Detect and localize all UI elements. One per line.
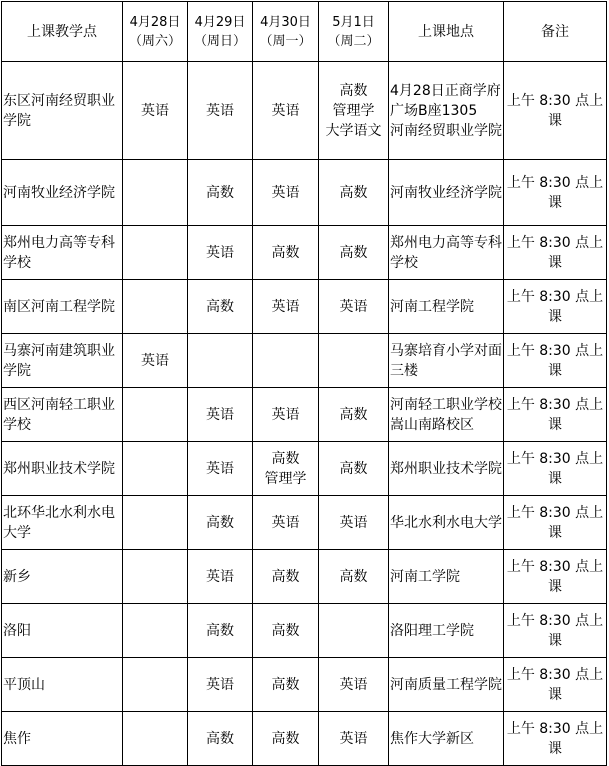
apr29-subject-cell: 英语: [188, 550, 253, 604]
header-date-apr30-weekday: （周一）: [259, 33, 312, 49]
may1-subject-cell: 高数: [319, 388, 389, 442]
header-location: 上课教学点: [2, 2, 123, 62]
schedule-body: [2, 62, 607, 766]
header-venue: 上课地点: [389, 2, 504, 62]
note-cell: 上午 8:30 点上课: [504, 388, 607, 442]
header-date-apr28-weekday: （周六）: [128, 33, 181, 49]
note-cell: 上午 8:30 点上课: [504, 496, 607, 550]
location-cell: 北环华北水利水电大学: [2, 496, 123, 550]
may1-subject-cell: 高数: [319, 442, 389, 496]
location-cell: 平顶山: [2, 658, 123, 712]
table-row: [2, 62, 607, 160]
may1-subject-cell: 英语: [319, 658, 389, 712]
header-date-apr28: [123, 2, 188, 62]
apr29-subject-cell: 英语: [188, 442, 253, 496]
table-row: [2, 550, 607, 604]
venue-cell-line: 河南经贸职业学院: [390, 122, 502, 139]
apr30-subject-cell: 高数: [253, 712, 319, 766]
table-row: [2, 280, 607, 334]
may1-subject-cell-line: 大学语文: [325, 122, 382, 139]
may1-subject-cell: [319, 604, 389, 658]
may1-subject-cell: 英语: [319, 496, 389, 550]
apr28-subject-cell: 英语: [123, 334, 188, 388]
apr28-subject-cell: [123, 280, 188, 334]
venue-cell: 郑州电力高等专科学校: [389, 226, 504, 280]
venue-cell: 河南轻工职业学校嵩山南路校区: [389, 388, 504, 442]
note-cell: 上午 8:30 点上课: [504, 280, 607, 334]
table-row: [2, 442, 607, 496]
header-date-apr28-date: 4月28日: [129, 14, 181, 30]
header-date-may1: [319, 2, 389, 62]
venue-cell: [389, 62, 504, 160]
venue-cell: 河南牧业经济学院: [389, 160, 504, 226]
may1-subject-cell: [319, 334, 389, 388]
location-cell: 西区河南轻工职业学校: [2, 388, 123, 442]
table-row: [2, 496, 607, 550]
apr28-subject-cell: [123, 160, 188, 226]
apr29-subject-cell: [188, 334, 253, 388]
note-cell: 上午 8:30 点上课: [504, 62, 607, 160]
may1-subject-cell: 英语: [319, 712, 389, 766]
location-cell: 郑州职业技术学院: [2, 442, 123, 496]
note-cell: 上午 8:30 点上课: [504, 658, 607, 712]
apr29-subject-cell: 高数: [188, 604, 253, 658]
table-row: [2, 658, 607, 712]
apr30-subject-cell-line: 高数: [271, 450, 300, 467]
venue-cell: 郑州职业技术学院: [389, 442, 504, 496]
apr28-subject-cell: [123, 604, 188, 658]
apr29-subject-cell: 英语: [188, 226, 253, 280]
may1-subject-cell: 高数: [319, 550, 389, 604]
venue-cell: 华北水利水电大学: [389, 496, 504, 550]
apr30-subject-cell: 英语: [253, 160, 319, 226]
header-date-apr29-weekday: （周日）: [193, 33, 246, 49]
may1-subject-cell-line: 高数: [339, 82, 368, 99]
apr29-subject-cell: 高数: [188, 160, 253, 226]
course-schedule-table: [1, 1, 607, 766]
location-cell: 马寨河南建筑职业学院: [2, 334, 123, 388]
header-date-apr29-date: 4月29日: [194, 14, 246, 30]
apr30-subject-cell: [253, 442, 319, 496]
table-row: [2, 160, 607, 226]
header-row: [2, 2, 607, 62]
apr28-subject-cell: [123, 658, 188, 712]
apr30-subject-cell: [253, 334, 319, 388]
apr29-subject-cell: 高数: [188, 496, 253, 550]
apr29-subject-cell: 英语: [188, 388, 253, 442]
apr30-subject-cell: 高数: [253, 226, 319, 280]
may1-subject-cell: 高数: [319, 160, 389, 226]
may1-subject-cell-line: 管理学: [332, 102, 375, 119]
location-cell: 南区河南工程学院: [2, 280, 123, 334]
venue-cell: 洛阳理工学院: [389, 604, 504, 658]
venue-cell: 河南工学院: [389, 550, 504, 604]
location-cell: 新乡: [2, 550, 123, 604]
header-date-may1-date: 5月1日: [332, 14, 375, 30]
note-cell: 上午 8:30 点上课: [504, 604, 607, 658]
location-cell: 焦作: [2, 712, 123, 766]
apr28-subject-cell: [123, 226, 188, 280]
venue-cell: 焦作大学新区: [389, 712, 504, 766]
venue-cell: 河南工程学院: [389, 280, 504, 334]
table-row: [2, 604, 607, 658]
apr29-subject-cell: 高数: [188, 280, 253, 334]
apr30-subject-cell-line: 管理学: [264, 470, 307, 487]
apr28-subject-cell: [123, 388, 188, 442]
apr30-subject-cell: 英语: [253, 496, 319, 550]
venue-cell: 河南质量工程学院: [389, 658, 504, 712]
table-row: [2, 334, 607, 388]
header-date-apr30-date: 4月30日: [260, 14, 311, 30]
may1-subject-cell: 英语: [319, 280, 389, 334]
note-cell: 上午 8:30 点上课: [504, 712, 607, 766]
location-cell: 洛阳: [2, 604, 123, 658]
apr29-subject-cell: 英语: [188, 658, 253, 712]
apr28-subject-cell: 英语: [123, 62, 188, 160]
location-cell: 河南牧业经济学院: [2, 160, 123, 226]
apr30-subject-cell: 英语: [253, 280, 319, 334]
apr28-subject-cell: [123, 550, 188, 604]
apr28-subject-cell: [123, 442, 188, 496]
note-cell: 上午 8:30 点上课: [504, 334, 607, 388]
table-row: [2, 226, 607, 280]
header-date-apr29: [188, 2, 253, 62]
apr30-subject-cell: 高数: [253, 604, 319, 658]
header-date-may1-weekday: （周二）: [327, 33, 380, 49]
may1-subject-cell: [319, 62, 389, 160]
header-date-apr30: [253, 2, 319, 62]
apr30-subject-cell: 英语: [253, 388, 319, 442]
apr28-subject-cell: [123, 712, 188, 766]
note-cell: 上午 8:30 点上课: [504, 550, 607, 604]
venue-cell: 马寨培育小学对面三楼: [389, 334, 504, 388]
venue-cell-line: 4月28日正商学府广场B座1305: [390, 82, 501, 119]
note-cell: 上午 8:30 点上课: [504, 442, 607, 496]
may1-subject-cell: 高数: [319, 226, 389, 280]
table-row: [2, 712, 607, 766]
header-note: 备注: [504, 2, 607, 62]
apr30-subject-cell: 高数: [253, 550, 319, 604]
location-cell: 东区河南经贸职业学院: [2, 62, 123, 160]
note-cell: 上午 8:30 点上课: [504, 226, 607, 280]
apr30-subject-cell: 英语: [253, 62, 319, 160]
apr29-subject-cell: 高数: [188, 712, 253, 766]
location-cell: 郑州电力高等专科学校: [2, 226, 123, 280]
note-cell: 上午 8:30 点上课: [504, 160, 607, 226]
apr28-subject-cell: [123, 496, 188, 550]
apr30-subject-cell: 高数: [253, 658, 319, 712]
table-row: [2, 388, 607, 442]
apr29-subject-cell: 英语: [188, 62, 253, 160]
